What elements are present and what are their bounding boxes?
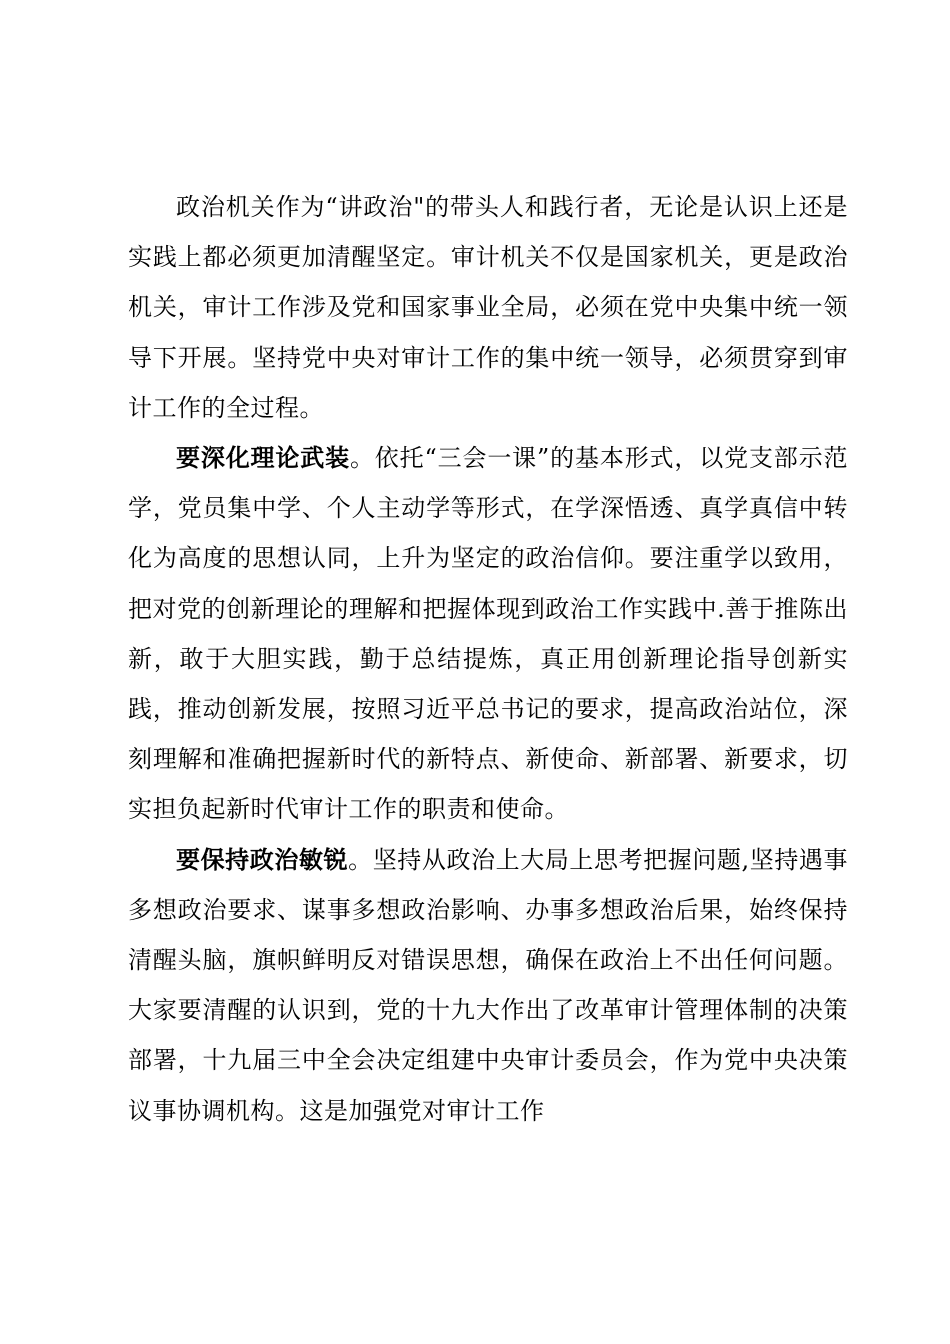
paragraph-political-organs [128,182,848,433]
paragraph-heading: 要深化理论武装 [176,444,350,473]
paragraph-text: 政治机关作为“讲政治"的带头人和践行者，无论是认识上还是实践上都必须更加清醒坚定。审计机关不仅是国家机关，更是政治机关，审计工作涉及党和国家事业全局，必须在党中央集中统一领导下开展。坚持党中央对审计工作的集中统一领导，必须贯穿到审计工作的全过程。 [128,193,848,422]
paragraph-theory-armament [128,433,848,835]
paragraph-text: 。依托“三会一课”的基本形式，以党支部示范学，党员集中学、个人主动学等形式，在学深悟透、真学真信中转化为高度的思想认同，上升为坚定的政治信仰。要注重学以致用，把对党的创新理论的理解和把握体现到政治工作实践中.善于推陈出新，敢于大胆实践，勤于总结提炼，真正用创新理论指导创新实践，推动创新发展，按照习近平总书记的要求，提高政治站位，深刻理解和准确把握新时代的新特点、新使命、新部署、新要求，切实担负起新时代审计工作的职责和使命。 [128,444,848,824]
paragraph-text: 。坚持从政治上大局上思考把握问题,坚持遇事多想政治要求、谋事多想政治影响、办事多想政治后果，始终保持清醒头脑，旗帜鲜明反对错误思想，确保在政治上不出任何问题。大家要清醒的认识到，党的十九大作出了改革审计管理体制的决策部署，十九届三中全会决定组建中央审计委员会，作为党中央决策议事协调机构。这是加强党对审计工作 [128,845,849,1125]
document-body [128,182,848,1136]
paragraph-heading: 要保持政治敏锐 [176,845,349,874]
paragraph-political-sensitivity [128,835,848,1136]
